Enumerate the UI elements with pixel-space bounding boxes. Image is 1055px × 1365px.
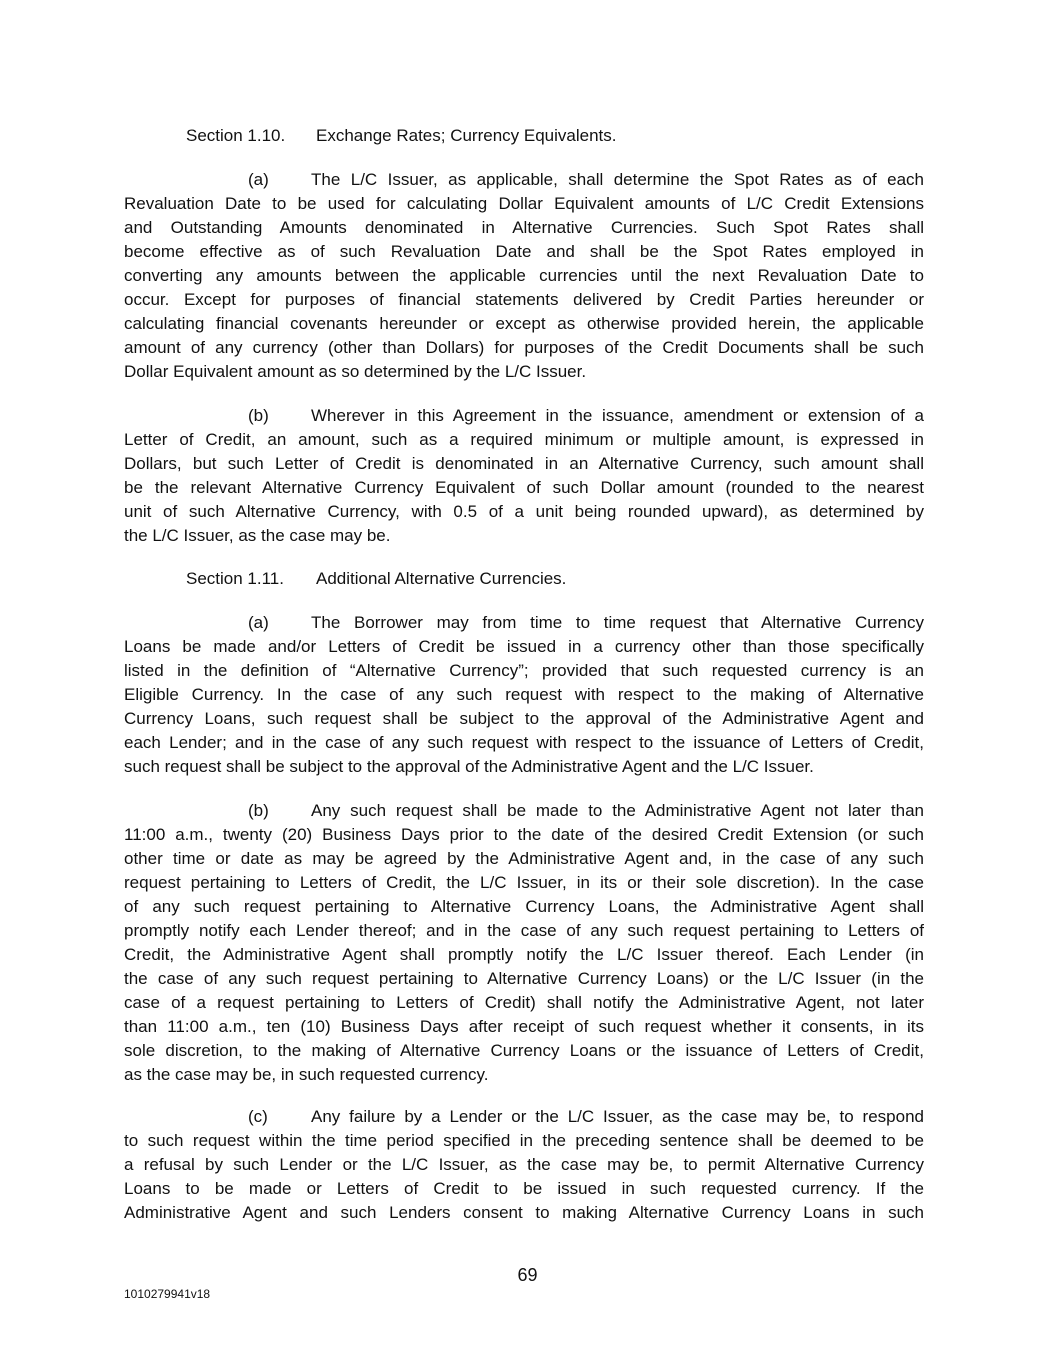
- text-line: each Lender; and in the case of any such request with respect to the issuance of Letters of Credit,: [124, 733, 924, 752]
- text-line: Revaluation Date to be used for calculating Dollar Equivalent amounts of L/C Credit Extensions: [124, 194, 924, 213]
- paragraph: [124, 611, 924, 779]
- line-text: Any failure by a Lender or the L/C Issuer, as the case may be, to respond: [311, 1107, 924, 1126]
- text-line: and Outstanding Amounts denominated in Alternative Currencies. Such Spot Rates shall: [124, 218, 924, 237]
- text-line: promptly notify each Lender thereof; and in the case of any such request pertaining to Letters of: [124, 921, 924, 940]
- text-line: occur. Except for purposes of financial statements delivered by Credit Parties hereunder or: [124, 290, 924, 309]
- text-line: [124, 611, 924, 635]
- text-line: Dollar Equivalent amount as so determined by the L/C Issuer.: [124, 362, 587, 381]
- section-number: Section 1.10.: [186, 126, 286, 145]
- text-line: Administrative Agent and such Lenders consent to making Alternative Currency Loans in such: [124, 1203, 924, 1222]
- text-line: Letter of Credit, an amount, such as a required minimum or multiple amount, is expressed in: [124, 430, 924, 449]
- paragraph: [124, 799, 924, 1087]
- paragraph-label: (b): [248, 406, 269, 425]
- text-line: other time or date as may be agreed by the Administrative Agent and, in the case of any such: [124, 849, 924, 868]
- text-line: [124, 1105, 924, 1129]
- text-line: [124, 404, 924, 428]
- paragraph: [124, 404, 924, 548]
- text-line: listed in the definition of “Alternative Currency”; provided that such requested currency is an: [124, 661, 924, 680]
- section-number: Section 1.11.: [186, 569, 284, 588]
- text-line: 11:00 a.m., twenty (20) Business Days prior to the date of the desired Credit Extension (or such: [124, 825, 924, 844]
- line-text: The L/C Issuer, as applicable, shall determine the Spot Rates as of each: [311, 170, 924, 189]
- text-line: Currency Loans, such request shall be subject to the approval of the Administrative Agent and: [124, 709, 924, 728]
- text-line: converting any amounts between the applicable currencies until the next Revaluation Date to: [124, 266, 924, 285]
- line-text: Any such request shall be made to the Administrative Agent not later than: [311, 801, 924, 820]
- text-line: be the relevant Alternative Currency Equivalent of such Dollar amount (rounded to the nearest: [124, 478, 924, 497]
- text-line: as the case may be, in such requested currency.: [124, 1065, 489, 1084]
- section-title: Additional Alternative Currencies.: [316, 569, 567, 588]
- text-line: sole discretion, to the making of Alternative Currency Loans or the issuance of Letters of Credit,: [124, 1041, 924, 1060]
- document-id: 1010279941v18: [124, 1287, 211, 1301]
- text-line: the L/C Issuer, as the case may be.: [124, 526, 391, 545]
- page-number: 69: [517, 1265, 538, 1285]
- text-line: Loans to be made or Letters of Credit to be issued in such requested currency. If the: [124, 1179, 924, 1198]
- paragraph-label: (a): [248, 613, 269, 632]
- text-line: than 11:00 a.m., ten (10) Business Days after receipt of such request whether it consents, in its: [124, 1017, 924, 1036]
- text-line: of any such request pertaining to Alternative Currency Loans, the Administrative Agent shall: [124, 897, 924, 916]
- paragraph: [124, 1105, 924, 1225]
- text-line: [124, 799, 924, 823]
- text-line: unit of such Alternative Currency, with 0.5 of a unit being rounded upward), as determined by: [124, 502, 924, 521]
- paragraph-label: (b): [248, 801, 269, 820]
- section-title: Exchange Rates; Currency Equivalents.: [316, 126, 617, 145]
- line-text: Wherever in this Agreement in the issuance, amendment or extension of a: [311, 406, 924, 425]
- text-line: Dollars, but such Letter of Credit is denominated in an Alternative Currency, such amount shall: [124, 454, 924, 473]
- section-heading: [186, 567, 567, 591]
- text-line: amount of any currency (other than Dollars) for purposes of the Credit Documents shall be such: [124, 338, 924, 357]
- text-line: Credit, the Administrative Agent shall promptly notify the L/C Issuer thereof. Each Lender (in: [124, 945, 924, 964]
- text-line: become effective as of such Revaluation Date and shall be the Spot Rates employed in: [124, 242, 924, 261]
- paragraph-label: (a): [248, 170, 269, 189]
- line-text: The Borrower may from time to time request that Alternative Currency: [311, 613, 924, 632]
- text-line: Eligible Currency. In the case of any such request with respect to the making of Alternative: [124, 685, 924, 704]
- text-line: calculating financial covenants hereunder or except as otherwise provided herein, the applicable: [124, 314, 924, 333]
- paragraph-label: (c): [248, 1107, 268, 1126]
- text-line: request pertaining to Letters of Credit, the L/C Issuer, in its or their sole discretion). In the case: [124, 873, 924, 892]
- text-line: Loans be made and/or Letters of Credit be issued in a currency other than those specifically: [124, 637, 924, 656]
- text-line: [124, 168, 924, 192]
- text-line: to such request within the time period specified in the preceding sentence shall be deemed to be: [124, 1131, 924, 1150]
- text-line: a refusal by such Lender or the L/C Issuer, as the case may be, to permit Alternative Currency: [124, 1155, 924, 1174]
- paragraph: [124, 168, 924, 384]
- text-line: case of a request pertaining to Letters of Credit) shall notify the Administrative Agent, not later: [124, 993, 924, 1012]
- text-line: such request shall be subject to the approval of the Administrative Agent and the L/C Issuer.: [124, 757, 814, 776]
- text-line: the case of any such request pertaining to Alternative Currency Loans) or the L/C Issuer (in the: [124, 969, 924, 988]
- section-heading: [186, 124, 617, 148]
